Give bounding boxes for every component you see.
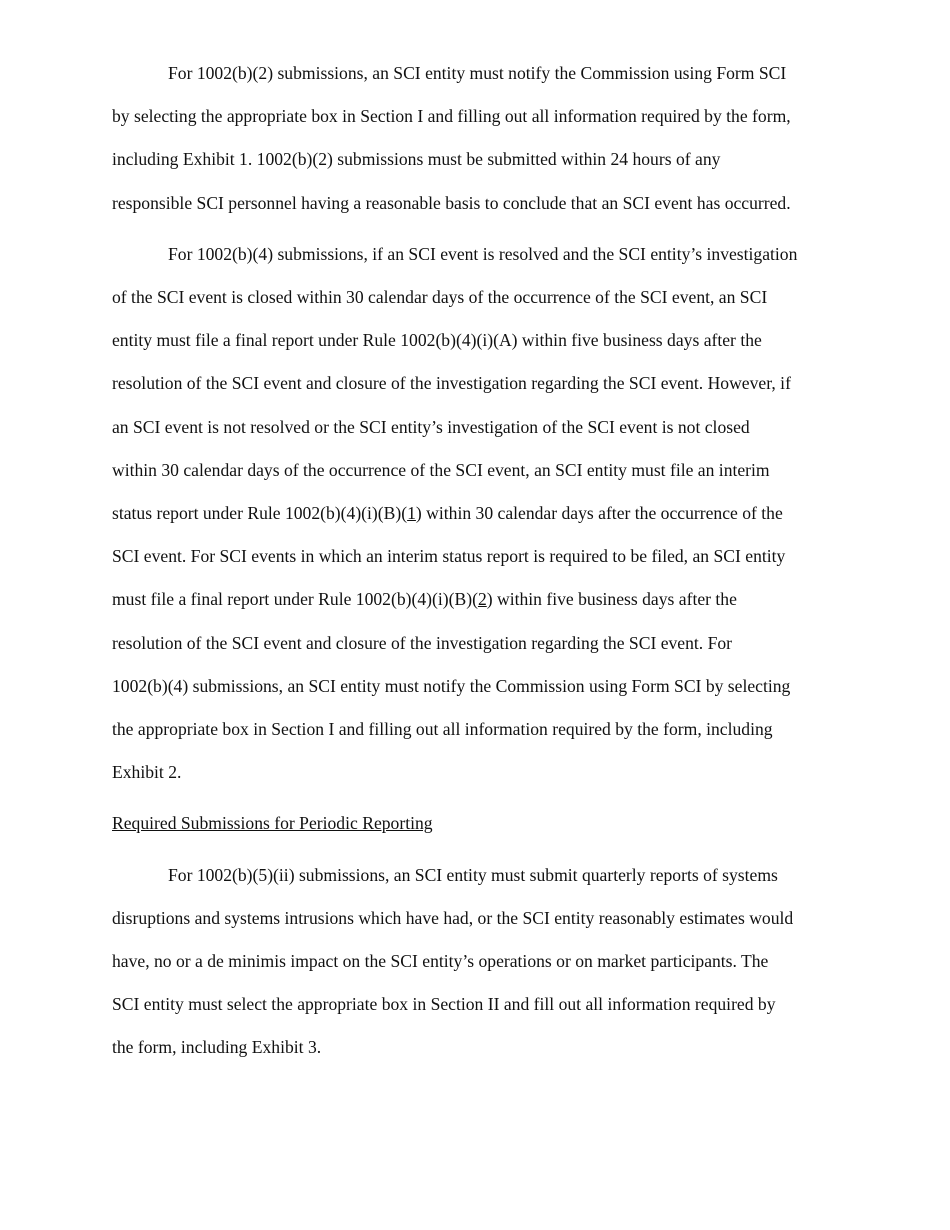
text-fragment: ) within five business days after the: [486, 589, 737, 610]
text-line: [112, 578, 842, 621]
text-line: disruptions and systems intrusions which have had, or the SCI entity reasonably estimates would: [112, 907, 794, 928]
text-fragment: must file a final report under Rule 1002(b)(4)(i)(B)(: [112, 589, 478, 610]
text-fragment: status report under Rule 1002(b)(4)(i)(B)(: [112, 503, 408, 524]
text-line: For 1002(b)(2) submissions, an SCI entity must notify the Commission using Form SCI: [168, 63, 787, 83]
text-fragment: ) within 30 calendar days after the occurrence of the: [415, 503, 783, 524]
text-line: the appropriate box in Section I and filling out all information required by the form, including: [112, 719, 773, 740]
section-heading: Required Submissions for Periodic Reporting: [112, 813, 433, 834]
text-line: [112, 492, 842, 535]
paragraph-1002b4: [112, 233, 842, 795]
text-line: an SCI event is not resolved or the SCI entity’s investigation of the SCI event is not closed: [112, 416, 750, 437]
text-line: responsible SCI personnel having a reasonable basis to conclude that an SCI event has occurred.: [112, 192, 791, 213]
document-page: [112, 52, 842, 1070]
text-line: SCI event. For SCI events in which an interim status report is required to be filed, an SCI entity: [112, 546, 786, 567]
text-line: have, no or a de minimis impact on the SCI entity’s operations or on market participants. The: [112, 951, 769, 972]
text-line: 1002(b)(4) submissions, an SCI entity must notify the Commission using Form SCI by selecting: [112, 675, 791, 696]
text-line: resolution of the SCI event and closure of the investigation regarding the SCI event. However, if: [112, 373, 791, 394]
text-line: For 1002(b)(5)(ii) submissions, an SCI entity must submit quarterly reports of systems: [168, 864, 778, 885]
underlined-clause-number: 2: [477, 589, 487, 610]
text-line: Exhibit 2.: [112, 762, 182, 783]
text-line: by selecting the appropriate box in Section I and filling out all information required by the form,: [112, 106, 791, 127]
text-line: including Exhibit 1. 1002(b)(2) submissions must be submitted within 24 hours of any: [112, 149, 721, 170]
text-line: entity must file a final report under Rule 1002(b)(4)(i)(A) within five business days after the: [112, 330, 762, 351]
paragraph-1002b5ii: [112, 854, 842, 1070]
text-line: within 30 calendar days of the occurrence of the SCI event, an SCI entity must file an interim: [112, 459, 770, 480]
text-line: resolution of the SCI event and closure of the investigation regarding the SCI event. For: [112, 632, 733, 653]
underlined-clause-number: 1: [407, 503, 416, 524]
paragraph-1002b2: [112, 52, 842, 225]
text-line: For 1002(b)(4) submissions, if an SCI event is resolved and the SCI entity’s investigation: [168, 243, 798, 264]
text-line: of the SCI event is closed within 30 calendar days of the occurrence of the SCI event, an SCI: [112, 287, 768, 308]
text-line: SCI entity must select the appropriate box in Section II and fill out all information required by: [112, 994, 776, 1015]
text-line: the form, including Exhibit 3.: [112, 1037, 322, 1058]
